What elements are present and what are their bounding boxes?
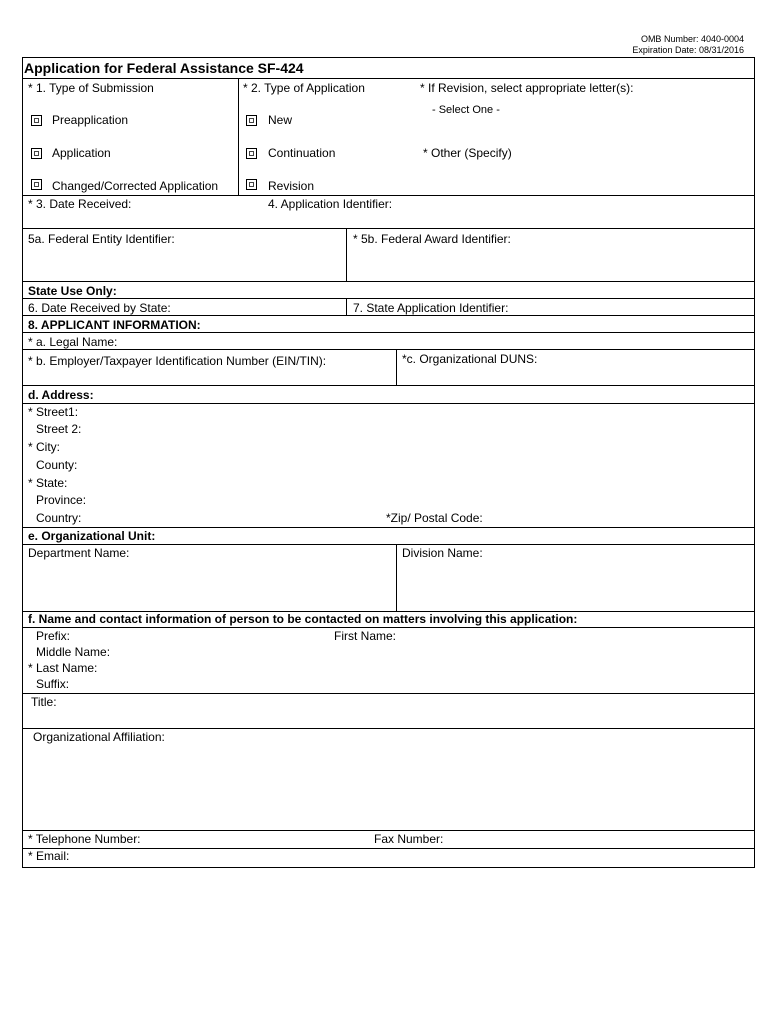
department-name-field[interactable]: Department Name: xyxy=(28,546,130,560)
duns-field[interactable]: *c. Organizational DUNS: xyxy=(402,352,538,366)
application-identifier-field[interactable]: 4. Application Identifier: xyxy=(268,197,393,211)
county-field[interactable]: County: xyxy=(36,458,78,472)
revision-option-label: Revision xyxy=(268,179,315,193)
fax-number-field[interactable]: Fax Number: xyxy=(374,832,444,846)
last-name-field[interactable]: * Last Name: xyxy=(28,661,98,675)
state-field[interactable]: * State: xyxy=(28,476,68,490)
new-label: New xyxy=(268,113,293,127)
address-heading: d. Address: xyxy=(28,388,94,402)
state-application-identifier-field[interactable]: 7. State Application Identifier: xyxy=(353,301,509,315)
city-field[interactable]: * City: xyxy=(28,440,61,454)
expiration-date: Expiration Date: 08/31/2016 xyxy=(632,45,744,55)
first-name-field[interactable]: First Name: xyxy=(334,629,397,643)
province-field[interactable]: Province: xyxy=(36,493,87,507)
title-field[interactable]: Title: xyxy=(31,695,57,709)
revision-checkbox[interactable] xyxy=(246,179,257,190)
division-name-field[interactable]: Division Name: xyxy=(402,546,483,560)
revision-label: * If Revision, select appropriate letter(s): xyxy=(420,81,634,95)
organizational-unit-heading: e. Organizational Unit: xyxy=(28,529,156,543)
type-of-submission-label: * 1. Type of Submission xyxy=(28,81,154,95)
form-right-border xyxy=(754,57,755,867)
street1-field[interactable]: * Street1: xyxy=(28,405,79,419)
country-field[interactable]: Country: xyxy=(36,511,82,525)
organizational-affiliation-field[interactable]: Organizational Affiliation: xyxy=(33,730,165,744)
changed-corrected-label: Changed/Corrected Application xyxy=(52,179,219,193)
contact-heading: f. Name and contact information of person to be contacted on matters involving this application: xyxy=(28,612,578,626)
suffix-field[interactable]: Suffix: xyxy=(36,677,70,691)
street2-field[interactable]: Street 2: xyxy=(36,422,82,436)
legal-name-field[interactable]: * a. Legal Name: xyxy=(28,335,118,349)
new-checkbox[interactable] xyxy=(246,115,257,126)
form-title: Application for Federal Assistance SF-424 xyxy=(24,60,304,76)
omb-number: OMB Number: 4040-0004 xyxy=(640,34,744,44)
form-top-border xyxy=(22,57,754,58)
application-label: Application xyxy=(52,146,111,160)
ein-field[interactable]: * b. Employer/Taxpayer Identification Number (EIN/TIN): xyxy=(28,354,327,368)
type-of-application-label: * 2. Type of Application xyxy=(243,81,365,95)
prefix-field[interactable]: Prefix: xyxy=(36,629,71,643)
continuation-checkbox[interactable] xyxy=(246,148,257,159)
middle-name-field[interactable]: Middle Name: xyxy=(36,645,111,659)
applicant-information-heading: 8. APPLICANT INFORMATION: xyxy=(28,318,201,332)
federal-entity-identifier-field[interactable]: 5a. Federal Entity Identifier: xyxy=(28,232,175,246)
zip-postal-code-field[interactable]: *Zip/ Postal Code: xyxy=(386,511,483,525)
changed-corrected-checkbox[interactable] xyxy=(31,179,42,190)
preapplication-label: Preapplication xyxy=(52,113,129,127)
other-specify-label: * Other (Specify) xyxy=(423,146,512,160)
application-checkbox[interactable] xyxy=(31,148,42,159)
form-bottom-border xyxy=(22,867,755,868)
email-field[interactable]: * Email: xyxy=(28,849,70,863)
date-received-by-state-field[interactable]: 6. Date Received by State: xyxy=(28,301,171,315)
telephone-number-field[interactable]: * Telephone Number: xyxy=(28,832,141,846)
continuation-label: Continuation xyxy=(268,146,336,160)
form-left-border xyxy=(22,57,23,867)
preapplication-checkbox[interactable] xyxy=(31,115,42,126)
date-received-field[interactable]: * 3. Date Received: xyxy=(28,197,132,211)
federal-award-identifier-field[interactable]: * 5b. Federal Award Identifier: xyxy=(353,232,511,246)
state-use-heading: State Use Only: xyxy=(28,284,117,298)
revision-letter-select[interactable]: - Select One - xyxy=(432,104,500,116)
